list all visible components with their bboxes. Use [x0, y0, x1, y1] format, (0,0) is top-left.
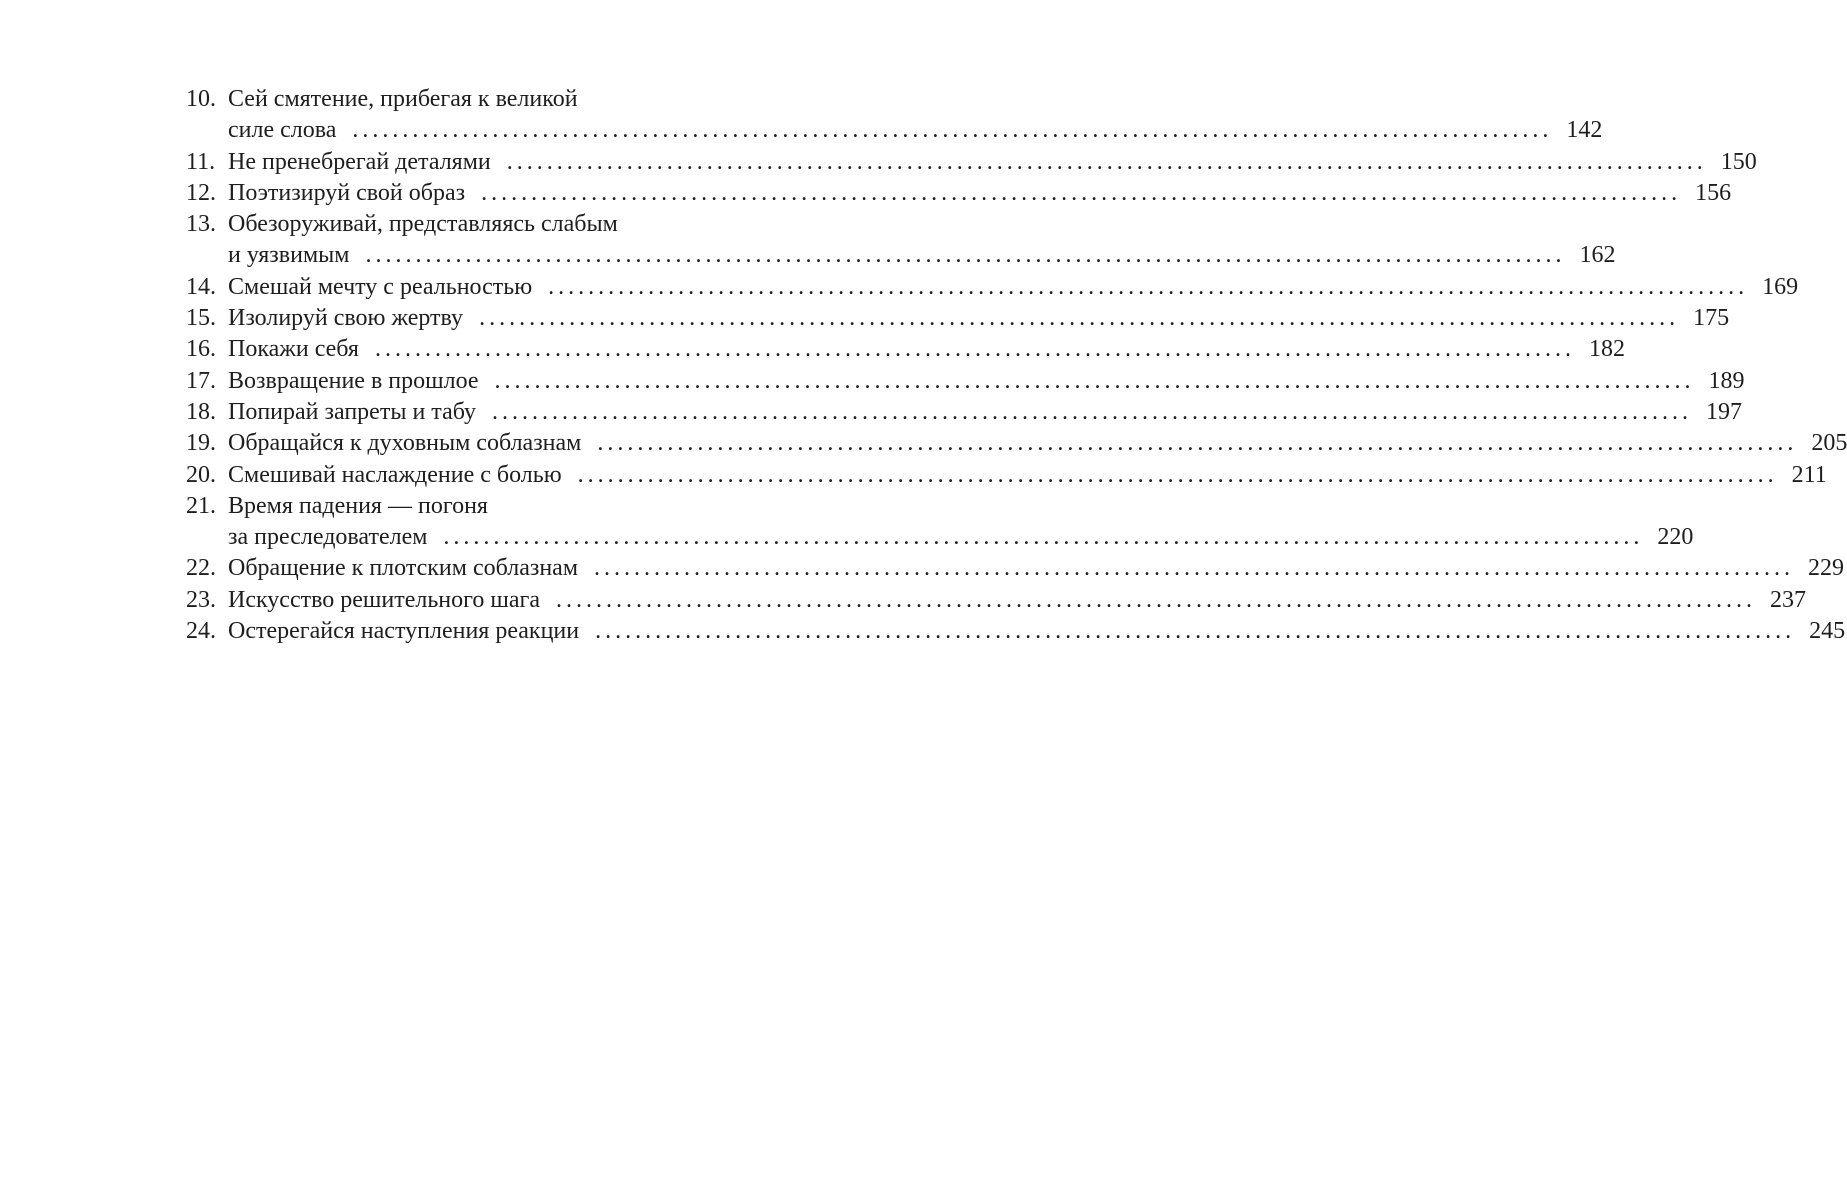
entry-number: 16. — [186, 336, 216, 363]
entry-number: 19. — [186, 430, 216, 457]
toc-entry — [186, 334, 1625, 365]
entry-line — [228, 585, 1807, 616]
page-number: 205 — [1811, 430, 1847, 457]
entry-number: 11. — [186, 148, 216, 175]
entry-body — [228, 585, 1807, 616]
toc-entry — [186, 460, 1827, 491]
dot-leader: ........................................................................................................................ — [374, 336, 1575, 363]
entry-line — [228, 178, 1732, 209]
entry-line — [228, 303, 1730, 334]
toc-entry — [186, 272, 1799, 303]
toc-entry — [186, 616, 1846, 647]
dot-leader: ........................................................................................................................ — [365, 242, 1566, 269]
entry-title: Смешай мечту с реальностью — [228, 273, 533, 300]
dot-leader: ........................................................................................................................ — [594, 555, 1795, 582]
entry-number: 22. — [186, 555, 216, 582]
entry-title: Обращайся к духовным соблазнам — [228, 430, 582, 457]
entry-body — [228, 616, 1846, 647]
entry-line — [228, 147, 1757, 178]
entry-line — [228, 460, 1827, 491]
entry-line — [228, 334, 1625, 365]
entry-line — [228, 272, 1799, 303]
entry-line — [228, 616, 1846, 647]
entry-body — [228, 428, 1847, 459]
toc-entry — [186, 428, 1847, 459]
dot-leader: ........................................................................................................................ — [479, 305, 1680, 332]
entry-line — [228, 428, 1847, 459]
entry-title: Не пренебрегай деталями — [228, 148, 491, 175]
entry-line — [228, 84, 736, 115]
entry-line — [228, 240, 1616, 271]
entry-title: силе слова — [228, 117, 337, 144]
entry-number: 15. — [186, 305, 216, 332]
page-number: 175 — [1693, 305, 1730, 332]
entry-body — [228, 84, 1603, 147]
toc-entry — [186, 397, 1743, 428]
toc-entry — [186, 303, 1730, 334]
entry-title: Искусство решительного шага — [228, 586, 541, 613]
entry-body — [228, 553, 1845, 584]
page-number: 169 — [1762, 273, 1799, 300]
entry-title: Изолируй свою жертву — [228, 305, 464, 332]
dot-leader: ........................................................................................................................ — [492, 398, 1693, 425]
entry-line — [228, 522, 1694, 553]
toc-entry — [186, 585, 1807, 616]
dot-leader: ........................................................................................................................ — [577, 461, 1778, 488]
entry-body — [228, 209, 1616, 272]
entry-title: Попирай запреты и табу — [228, 398, 477, 425]
entry-line — [228, 553, 1845, 584]
entry-line — [228, 397, 1743, 428]
toc-entry — [186, 209, 1616, 272]
dot-leader: ........................................................................................................................ — [352, 117, 1553, 144]
table-of-contents — [186, 84, 1847, 647]
toc-entry — [186, 178, 1732, 209]
entry-body — [228, 303, 1730, 334]
entry-number: 12. — [186, 179, 216, 206]
entry-title: Остерегайся наступления реакции — [228, 618, 580, 645]
entry-title: Время падения — погоня — [228, 492, 488, 519]
entry-title: за преследователем — [228, 524, 428, 551]
page-number: 245 — [1809, 618, 1846, 645]
dot-leader: ........................................................................................................................ — [595, 618, 1796, 645]
entry-number: 10. — [186, 86, 216, 112]
entry-number: 13. — [186, 211, 216, 238]
dot-leader: ........................................................................................................................ — [597, 430, 1798, 457]
dot-leader: ........................................................................................................................ — [548, 273, 1749, 300]
entry-title: Покажи себя — [228, 336, 359, 363]
toc-entry — [186, 84, 1603, 147]
dot-leader: ........................................................................................................................ — [494, 367, 1695, 394]
page-number: 182 — [1588, 336, 1625, 363]
entry-title: Обращение к плотским соблазнам — [228, 555, 579, 582]
entry-body — [228, 397, 1743, 428]
entry-number: 14. — [186, 273, 216, 300]
entry-line — [228, 115, 1603, 146]
page-number: 142 — [1566, 117, 1603, 144]
entry-number: 20. — [186, 461, 216, 488]
dot-leader: ........................................................................................................................ — [556, 586, 1757, 613]
page-number: 150 — [1720, 148, 1757, 175]
toc-entry — [186, 366, 1745, 397]
page-number: 211 — [1791, 461, 1827, 488]
dot-leader: ........................................................................................................................ — [481, 179, 1682, 206]
entry-line — [228, 366, 1745, 397]
dot-leader: ........................................................................................................................ — [506, 148, 1707, 175]
entry-number: 17. — [186, 367, 216, 394]
entry-title: и уязвимым — [228, 242, 350, 269]
entry-body — [228, 460, 1827, 491]
entry-title: Обезоруживай, представляясь слабым — [228, 211, 618, 238]
entry-body — [228, 272, 1799, 303]
entry-title: Смешивай наслаждение с болью — [228, 461, 562, 488]
page-number: 220 — [1657, 524, 1694, 551]
page-number: 229 — [1808, 555, 1845, 582]
page-number: 156 — [1695, 179, 1732, 206]
entry-number: 23. — [186, 586, 216, 613]
toc-entry — [186, 491, 1694, 554]
entry-body — [228, 147, 1757, 178]
toc-entry — [186, 553, 1845, 584]
entry-line — [228, 491, 736, 522]
page-number: 197 — [1706, 398, 1743, 425]
entry-title: Возвращение в прошлое — [228, 367, 479, 394]
entry-body — [228, 491, 1694, 554]
toc-entry — [186, 147, 1757, 178]
entry-number: 24. — [186, 618, 216, 645]
entry-body — [228, 366, 1745, 397]
entry-body — [228, 178, 1732, 209]
page-number: 162 — [1579, 242, 1616, 269]
entry-title: Сей смятение, прибегая к великой — [228, 86, 578, 112]
dot-leader: ........................................................................................................................ — [443, 524, 1644, 551]
page-number: 189 — [1708, 367, 1745, 394]
entry-line — [228, 209, 736, 240]
page-number: 237 — [1770, 586, 1807, 613]
entry-title: Поэтизируй свой образ — [228, 179, 466, 206]
entry-number: 18. — [186, 398, 216, 425]
entry-body — [228, 334, 1625, 365]
entry-number: 21. — [186, 492, 216, 519]
